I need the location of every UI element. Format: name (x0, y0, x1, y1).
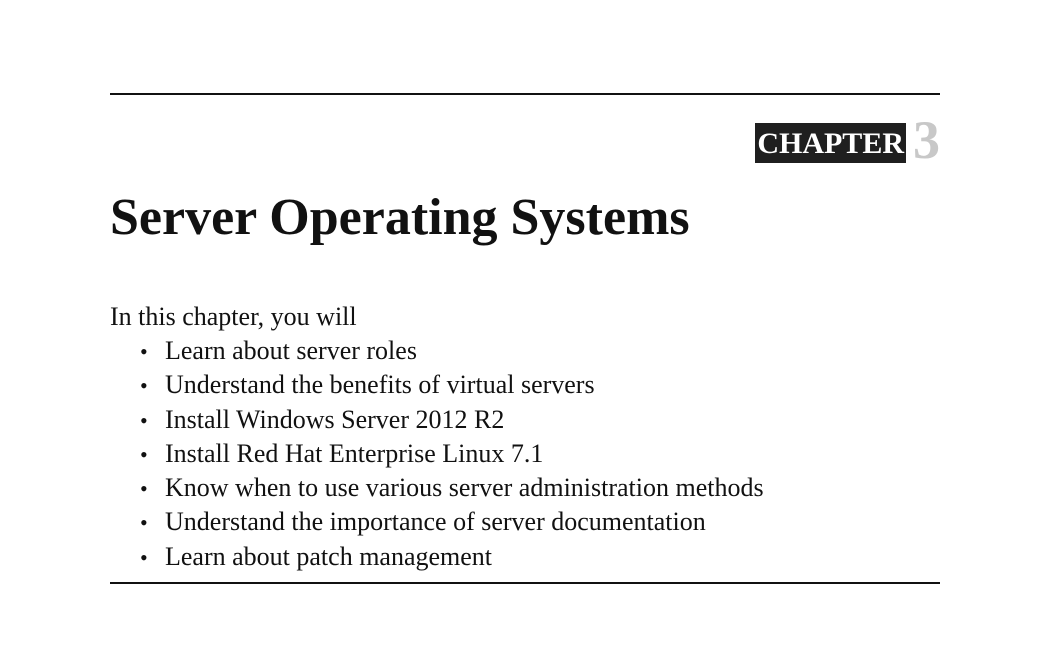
objective-text: Learn about patch management (165, 541, 493, 571)
objective-text: Install Windows Server 2012 R2 (165, 404, 505, 434)
chapter-title: Server Operating Systems (110, 189, 690, 246)
bullet-icon: • (140, 476, 148, 502)
list-item (140, 471, 764, 505)
list-item (140, 505, 764, 539)
list-item (140, 540, 764, 574)
bullet-icon: • (140, 510, 148, 536)
objectives-intro: In this chapter, you will (110, 302, 357, 331)
chapter-number: 3 (913, 110, 940, 170)
objective-text: Understand the importance of server documentation (165, 507, 706, 537)
objective-text: Know when to use various server administration methods (165, 473, 764, 503)
bullet-icon: • (140, 544, 148, 570)
bullet-icon: • (140, 339, 148, 364)
objective-text: Learn about server roles (165, 336, 417, 365)
top-divider (110, 93, 940, 95)
chapter-label: CHAPTER (755, 123, 906, 163)
bullet-icon: • (140, 407, 148, 433)
objective-text: Understand the benefits of virtual servers (165, 370, 595, 400)
chapter-heading (755, 110, 940, 170)
objective-text: Install Red Hat Enterprise Linux 7.1 (165, 438, 544, 468)
bullet-icon: • (140, 373, 148, 399)
list-item (140, 368, 764, 402)
bullet-icon: • (140, 441, 148, 467)
bottom-divider (110, 582, 940, 584)
list-item (140, 437, 764, 471)
list-item (140, 403, 764, 437)
objectives-list (140, 334, 764, 574)
list-item (140, 334, 764, 368)
